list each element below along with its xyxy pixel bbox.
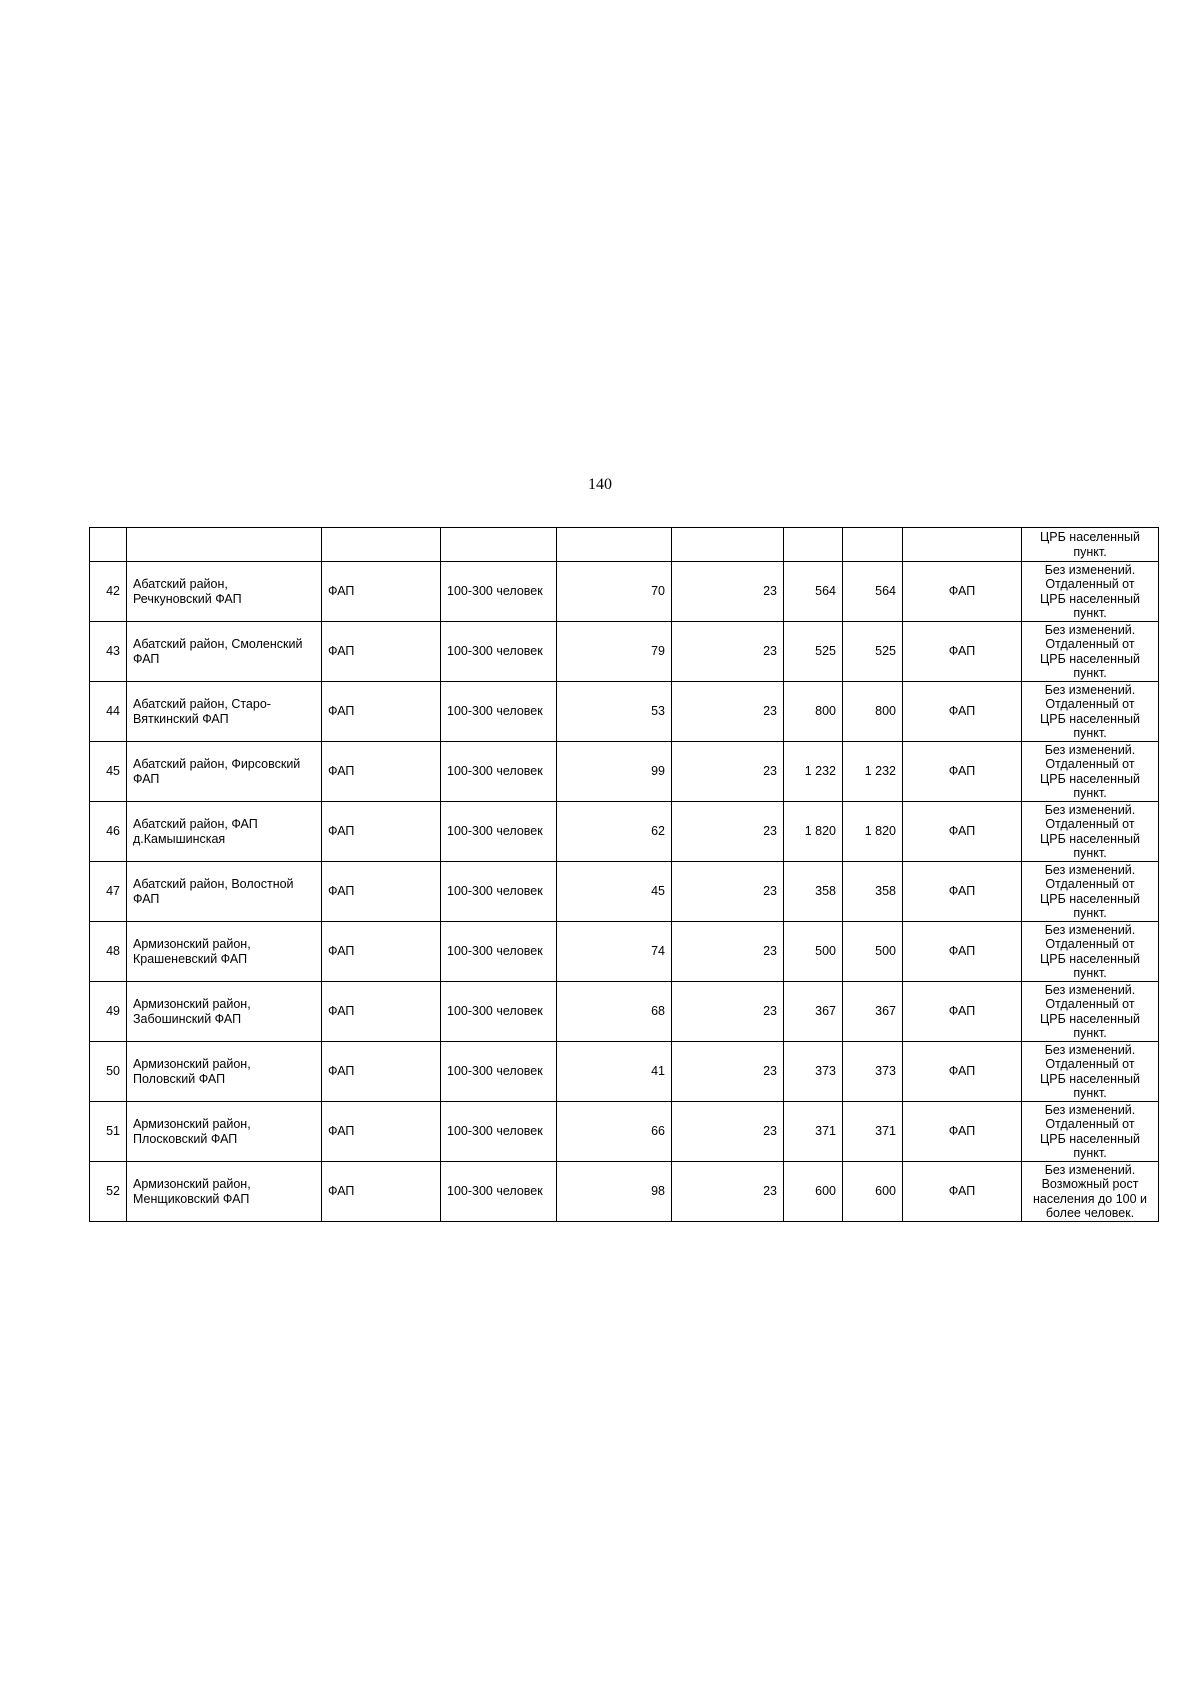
- name-line: Абатский район, ФАП: [133, 817, 258, 831]
- cell-type-2: ФАП: [903, 742, 1022, 802]
- cell-type: ФАП: [322, 922, 441, 982]
- cell-value-2: 23: [672, 1102, 784, 1162]
- cell-value-1: 62: [557, 802, 672, 862]
- cell-note: [1022, 982, 1159, 1042]
- note-line: Без изменений.: [1044, 982, 1136, 997]
- cell-note: [1022, 682, 1159, 742]
- note-line: ЦРБ населенный: [1040, 1131, 1140, 1146]
- cell-note: [1022, 1042, 1159, 1102]
- name-line: Армизонский район,: [133, 937, 251, 951]
- name-line: Абатский район, Смоленский: [133, 637, 303, 651]
- cell-value-3: 800: [784, 682, 843, 742]
- note-line: Отдаленный от: [1045, 877, 1135, 891]
- name-line: Абатский район, Волостной: [133, 877, 294, 891]
- note-line: Без изменений.: [1044, 1162, 1136, 1177]
- cell-num: 45: [90, 742, 127, 802]
- cell-num: 52: [90, 1162, 127, 1222]
- cell-num: 43: [90, 622, 127, 682]
- table-row: [90, 562, 1159, 622]
- note-line: ЦРБ населенный: [1040, 891, 1140, 906]
- cell-type: ФАП: [322, 562, 441, 622]
- cell-type: ФАП: [322, 982, 441, 1042]
- cell-value-4: 371: [843, 1102, 903, 1162]
- name-line: Армизонский район,: [133, 1057, 251, 1071]
- cell-range: 100-300 человек: [441, 1102, 557, 1162]
- cell-value-4: 367: [843, 982, 903, 1042]
- cell-value-2: 23: [672, 802, 784, 862]
- cell-value-4: [843, 528, 903, 562]
- cell-name: [127, 682, 322, 742]
- note-line: ЦРБ населенный: [1040, 1071, 1140, 1086]
- cell-value-3: 600: [784, 1162, 843, 1222]
- cell-range: 100-300 человек: [441, 1042, 557, 1102]
- note-line: Без изменений.: [1044, 742, 1136, 757]
- table-row: [90, 742, 1159, 802]
- facilities-table: [89, 527, 1159, 1222]
- name-line: Половский ФАП: [133, 1071, 226, 1086]
- cell-range: 100-300 человек: [441, 982, 557, 1042]
- note-line: Отдаленный от: [1045, 817, 1135, 831]
- cell-value-2: 23: [672, 682, 784, 742]
- note-line: пункт.: [1073, 606, 1107, 620]
- cell-value-4: 525: [843, 622, 903, 682]
- note-line: пункт.: [1073, 906, 1107, 920]
- cell-value-3: [784, 528, 843, 562]
- note-line: Без изменений.: [1044, 922, 1136, 937]
- note-line: пункт.: [1073, 726, 1107, 740]
- cell-value-2: 23: [672, 1162, 784, 1222]
- cell-value-1: 68: [557, 982, 672, 1042]
- note-line: Без изменений.: [1044, 682, 1136, 697]
- cell-type-2: ФАП: [903, 862, 1022, 922]
- cell-name: [127, 862, 322, 922]
- table-row: [90, 922, 1159, 982]
- cell-value-2: [672, 528, 784, 562]
- cell-range: 100-300 человек: [441, 562, 557, 622]
- cell-note: [1022, 1102, 1159, 1162]
- note-line: более человек.: [1045, 1206, 1135, 1220]
- cell-type-2: ФАП: [903, 1162, 1022, 1222]
- cell-num: 49: [90, 982, 127, 1042]
- cell-value-4: 1 820: [843, 802, 903, 862]
- cell-note: [1022, 622, 1159, 682]
- cell-value-3: 371: [784, 1102, 843, 1162]
- table-row: [90, 1042, 1159, 1102]
- cell-range: 100-300 человек: [441, 1162, 557, 1222]
- cell-value-4: 800: [843, 682, 903, 742]
- cell-num: 50: [90, 1042, 127, 1102]
- note-line: Отдаленный от: [1045, 1057, 1135, 1071]
- cell-type-2: ФАП: [903, 1102, 1022, 1162]
- note-line: пункт.: [1073, 966, 1107, 980]
- name-line: Менщиковский ФАП: [133, 1191, 250, 1206]
- note-line: ЦРБ населенный: [1040, 1011, 1140, 1026]
- cell-type-2: ФАП: [903, 982, 1022, 1042]
- cell-type: [322, 528, 441, 562]
- note-line: Без изменений.: [1044, 1042, 1136, 1057]
- note-line: Отдаленный от: [1045, 637, 1135, 651]
- cell-note: [1022, 1162, 1159, 1222]
- cell-value-1: 99: [557, 742, 672, 802]
- note-line: ЦРБ населенный: [1040, 951, 1140, 966]
- note-line: пункт.: [1073, 1026, 1107, 1040]
- table-row: [90, 982, 1159, 1042]
- cell-value-3: 1 820: [784, 802, 843, 862]
- note-line: Без изменений.: [1044, 862, 1136, 877]
- note-line: ЦРБ населенный: [1040, 711, 1140, 726]
- cell-num: [90, 528, 127, 562]
- cell-name: [127, 528, 322, 562]
- note-line: пункт.: [1073, 666, 1107, 680]
- table-row: [90, 622, 1159, 682]
- cell-note: [1022, 922, 1159, 982]
- cell-value-1: 74: [557, 922, 672, 982]
- cell-value-1: 53: [557, 682, 672, 742]
- note-line: пункт.: [1073, 846, 1107, 860]
- name-line: Абатский район,: [133, 577, 228, 591]
- note-line: Без изменений.: [1044, 1102, 1136, 1117]
- name-line: Вяткинский ФАП: [133, 711, 229, 726]
- cell-type: ФАП: [322, 622, 441, 682]
- cell-value-2: 23: [672, 862, 784, 922]
- cell-num: 51: [90, 1102, 127, 1162]
- table-row: [90, 862, 1159, 922]
- cell-value-2: 23: [672, 742, 784, 802]
- table-body: [90, 528, 1159, 1222]
- cell-note: [1022, 802, 1159, 862]
- cell-name: [127, 622, 322, 682]
- cell-name: [127, 982, 322, 1042]
- cell-type-2: ФАП: [903, 562, 1022, 622]
- cell-range: [441, 528, 557, 562]
- cell-type: ФАП: [322, 1042, 441, 1102]
- note-line: Отдаленный от: [1045, 577, 1135, 591]
- cell-type: ФАП: [322, 682, 441, 742]
- cell-value-3: 525: [784, 622, 843, 682]
- cell-type: ФАП: [322, 742, 441, 802]
- table-row: [90, 682, 1159, 742]
- note-line: пункт.: [1073, 786, 1107, 800]
- cell-range: 100-300 человек: [441, 682, 557, 742]
- note-line: Без изменений.: [1044, 802, 1136, 817]
- note-line: ЦРБ населенный: [1040, 651, 1140, 666]
- cell-type: ФАП: [322, 1162, 441, 1222]
- name-line: ФАП: [133, 651, 160, 666]
- cell-type: ФАП: [322, 862, 441, 922]
- cell-name: [127, 562, 322, 622]
- cell-type-2: ФАП: [903, 622, 1022, 682]
- cell-value-2: 23: [672, 922, 784, 982]
- cell-type: ФАП: [322, 802, 441, 862]
- note-line: Отдаленный от: [1045, 937, 1135, 951]
- note-line: ЦРБ населенный: [1040, 831, 1140, 846]
- cell-range: 100-300 человек: [441, 802, 557, 862]
- cell-value-1: 66: [557, 1102, 672, 1162]
- cell-type-2: ФАП: [903, 802, 1022, 862]
- cell-value-4: 500: [843, 922, 903, 982]
- table-row: [90, 802, 1159, 862]
- cell-num: 46: [90, 802, 127, 862]
- cell-value-4: 600: [843, 1162, 903, 1222]
- name-line: Армизонский район,: [133, 1117, 251, 1131]
- name-line: Речкуновский ФАП: [133, 591, 242, 606]
- cell-value-4: 373: [843, 1042, 903, 1102]
- name-line: Крашеневский ФАП: [133, 951, 248, 966]
- cell-name: [127, 1042, 322, 1102]
- cell-name: [127, 1102, 322, 1162]
- cell-value-1: 98: [557, 1162, 672, 1222]
- name-line: Армизонский район,: [133, 1177, 251, 1191]
- cell-value-1: [557, 528, 672, 562]
- cell-type-2: ФАП: [903, 1042, 1022, 1102]
- cell-value-2: 23: [672, 982, 784, 1042]
- cell-type-2: ФАП: [903, 922, 1022, 982]
- note-line: Без изменений.: [1044, 622, 1136, 637]
- cell-value-2: 23: [672, 562, 784, 622]
- cell-name: [127, 1162, 322, 1222]
- name-line: Армизонский район,: [133, 997, 251, 1011]
- table-row: [90, 1102, 1159, 1162]
- note-line: ЦРБ населенный: [1040, 771, 1140, 786]
- cell-range: 100-300 человек: [441, 922, 557, 982]
- note-line: пункт.: [1073, 544, 1107, 559]
- note-line: Отдаленный от: [1045, 997, 1135, 1011]
- cell-value-1: 41: [557, 1042, 672, 1102]
- cell-num: 44: [90, 682, 127, 742]
- note-line: Отдаленный от: [1045, 757, 1135, 771]
- table-row-continued: [90, 528, 1159, 562]
- cell-value-2: 23: [672, 1042, 784, 1102]
- cell-name: [127, 802, 322, 862]
- cell-value-1: 45: [557, 862, 672, 922]
- table-row: [90, 1162, 1159, 1222]
- note-line: Отдаленный от: [1045, 1117, 1135, 1131]
- name-line: Забошинский ФАП: [133, 1011, 242, 1026]
- note-line: ЦРБ населенный: [1040, 530, 1140, 544]
- name-line: Абатский район, Старо-: [133, 697, 271, 711]
- cell-note: [1022, 562, 1159, 622]
- cell-value-3: 500: [784, 922, 843, 982]
- cell-value-2: 23: [672, 622, 784, 682]
- cell-value-3: 373: [784, 1042, 843, 1102]
- note-line: Возможный рост: [1041, 1177, 1139, 1191]
- cell-range: 100-300 человек: [441, 862, 557, 922]
- cell-value-1: 79: [557, 622, 672, 682]
- cell-value-4: 1 232: [843, 742, 903, 802]
- page-number: 140: [588, 476, 612, 493]
- cell-note: [1022, 528, 1159, 562]
- note-line: населения до 100 и: [1032, 1191, 1148, 1206]
- cell-num: 47: [90, 862, 127, 922]
- note-line: Без изменений.: [1044, 562, 1136, 577]
- name-line: ФАП: [133, 771, 160, 786]
- name-line: Плосковский ФАП: [133, 1131, 238, 1146]
- cell-note: [1022, 862, 1159, 922]
- cell-value-1: 70: [557, 562, 672, 622]
- cell-range: 100-300 человек: [441, 742, 557, 802]
- note-line: Отдаленный от: [1045, 697, 1135, 711]
- cell-value-3: 367: [784, 982, 843, 1042]
- cell-value-3: 1 232: [784, 742, 843, 802]
- note-line: пункт.: [1073, 1086, 1107, 1100]
- cell-value-4: 358: [843, 862, 903, 922]
- cell-name: [127, 922, 322, 982]
- cell-note: [1022, 742, 1159, 802]
- note-line: ЦРБ населенный: [1040, 591, 1140, 606]
- name-line: Абатский район, Фирсовский: [133, 757, 301, 771]
- name-line: д.Камышинская: [133, 831, 226, 846]
- cell-num: 42: [90, 562, 127, 622]
- cell-name: [127, 742, 322, 802]
- cell-range: 100-300 человек: [441, 622, 557, 682]
- cell-type-2: ФАП: [903, 682, 1022, 742]
- cell-num: 48: [90, 922, 127, 982]
- cell-value-4: 564: [843, 562, 903, 622]
- cell-type-2: [903, 528, 1022, 562]
- name-line: ФАП: [133, 891, 160, 906]
- note-line: пункт.: [1073, 1146, 1107, 1160]
- cell-value-3: 564: [784, 562, 843, 622]
- cell-value-3: 358: [784, 862, 843, 922]
- cell-type: ФАП: [322, 1102, 441, 1162]
